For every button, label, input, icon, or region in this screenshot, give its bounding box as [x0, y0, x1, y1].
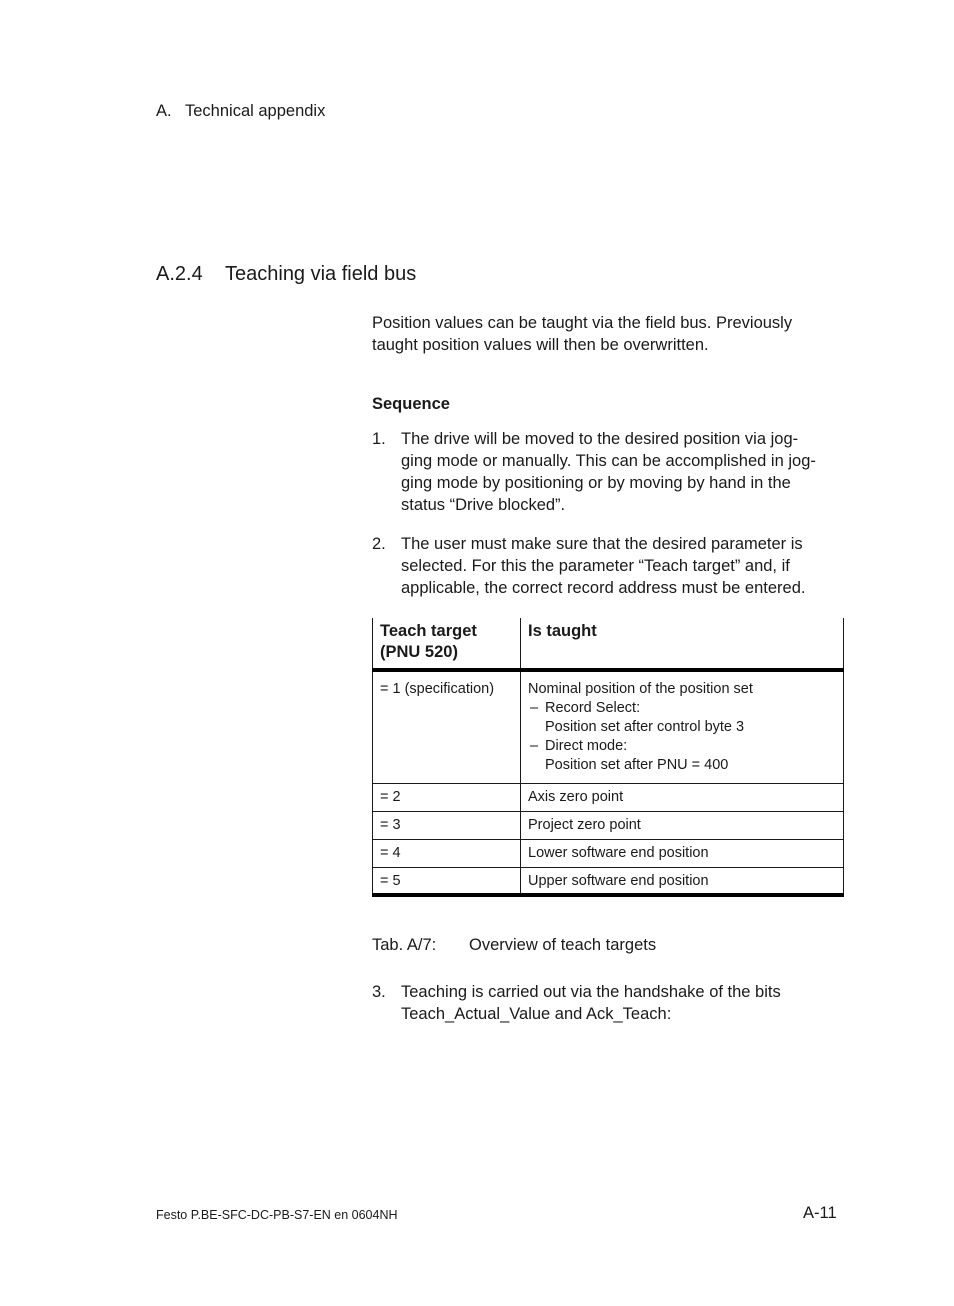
running-header [156, 102, 325, 121]
step-line: Teach_Actual_Value and Ack_Teach: [401, 1005, 672, 1023]
sequence-heading: Sequence [372, 395, 450, 413]
cell-taught: Axis zero point [521, 784, 844, 812]
step-1 [372, 428, 842, 516]
dash: – [530, 700, 539, 716]
step-number: 2. [372, 535, 386, 553]
caption-label: Tab. A/7: [372, 936, 437, 954]
step-line: selected. For this the parameter “Teach target” and, if [401, 557, 790, 575]
bullet-line: Direct mode: [545, 738, 628, 754]
table-row [373, 784, 844, 812]
table-row [373, 812, 844, 840]
page-number: A-11 [803, 1204, 837, 1222]
running-header-title: Technical appendix [185, 102, 326, 120]
header-teach-target [373, 618, 521, 670]
cell-taught: Project zero point [521, 812, 844, 840]
step-3 [372, 981, 842, 1025]
step-line: status “Drive blocked”. [401, 496, 566, 514]
footer-document-id: Festo P.BE-SFC-DC-PB-S7-EN en 0604NH [156, 1208, 398, 1222]
cell-taught: Upper software end position [521, 868, 844, 896]
section-heading [156, 263, 416, 286]
step-text [401, 981, 842, 1025]
step-line: ging mode or manually. This can be accomplished in jog- [401, 452, 816, 470]
step-2 [372, 533, 842, 599]
cell-target: = 1 (specification) [373, 670, 521, 784]
bullet-item [528, 699, 843, 737]
cell-target: = 2 [373, 784, 521, 812]
cell-taught: Lower software end position [521, 840, 844, 868]
table-row [373, 670, 844, 784]
taught-main: Nominal position of the position set [528, 681, 753, 697]
dash: – [530, 738, 539, 754]
step-text [401, 428, 842, 516]
teach-targets-table [372, 618, 844, 897]
intro-paragraph: Position values can be taught via the field bus. Previously taught position values will then be overwritten. [372, 314, 793, 354]
running-header-number: A. [156, 102, 172, 120]
caption-text: Overview of teach targets [469, 936, 657, 954]
bullet-item [528, 737, 843, 775]
header-line: (PNU 520) [380, 643, 458, 661]
header-line: Teach target [380, 622, 477, 640]
table-header-row [373, 618, 844, 670]
header-is-taught: Is taught [521, 618, 844, 670]
cell-target: = 3 [373, 812, 521, 840]
section-title: Teaching via field bus [225, 263, 417, 285]
step-number: 3. [372, 983, 386, 1001]
cell-target: = 4 [373, 840, 521, 868]
table-row [373, 840, 844, 868]
step-line: Teaching is carried out via the handshake of the bits [401, 983, 781, 1001]
table-caption [372, 936, 656, 955]
bullet-line: Position set after PNU = 400 [545, 757, 729, 773]
step-text [401, 533, 842, 599]
bullet-line: Record Select: [545, 700, 641, 716]
cell-target: = 5 [373, 868, 521, 896]
step-line: The drive will be moved to the desired position via jog- [401, 430, 799, 448]
step-line: applicable, the correct record address must be entered. [401, 579, 806, 597]
bullet-line: Position set after control byte 3 [545, 719, 745, 735]
step-line: ging mode by positioning or by moving by hand in the [401, 474, 791, 492]
step-number: 1. [372, 430, 386, 448]
section-number: A.2.4 [156, 263, 203, 285]
cell-taught [521, 670, 844, 784]
step-line: The user must make sure that the desired parameter is [401, 535, 803, 553]
table-row [373, 868, 844, 896]
